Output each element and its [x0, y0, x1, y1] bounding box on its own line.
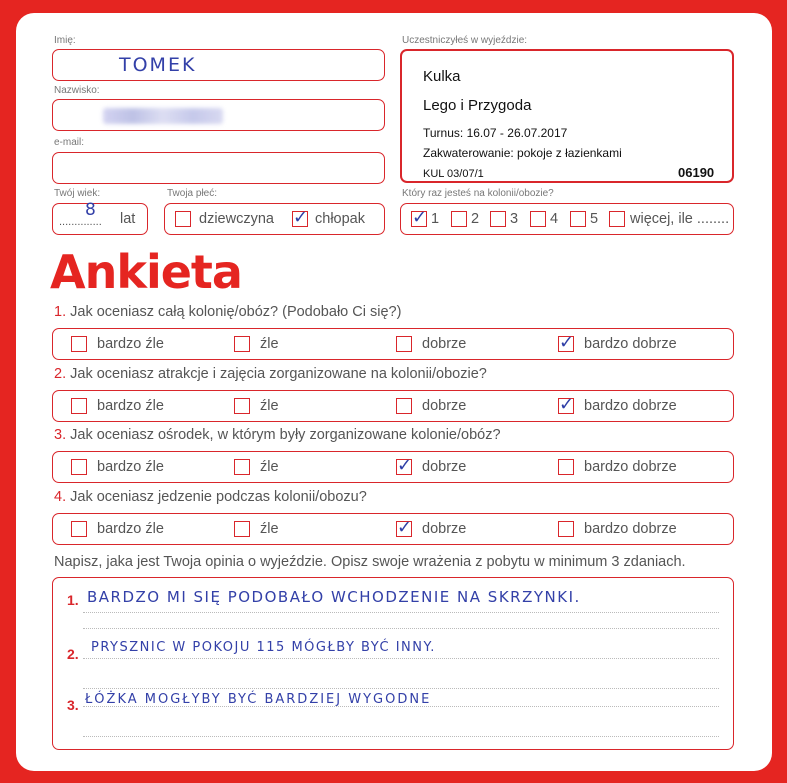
writing-line: [83, 736, 719, 737]
question-text: Jak oceniasz ośrodek, w którym były zorganizowane kolonie/obóz?: [70, 427, 501, 443]
question-number: 4.: [54, 489, 67, 505]
q2-checkbox-2[interactable]: [234, 398, 250, 414]
q2-checkbox-4[interactable]: [558, 394, 575, 415]
q1-option-label: źle: [260, 336, 279, 352]
q1-checkbox-3[interactable]: [396, 336, 412, 352]
trip-number: 06190: [678, 165, 715, 180]
age-unit: lat: [120, 211, 136, 227]
question-number: 3.: [54, 427, 67, 443]
form-sheet: [16, 13, 772, 771]
q4-option-label: dobrze: [422, 521, 467, 537]
q3-checkbox-4[interactable]: [558, 459, 574, 475]
q2-option-label: bardzo źle: [97, 398, 164, 414]
question-4-options: [52, 513, 734, 545]
age-label: Twój wiek:: [54, 188, 101, 199]
q4-option-label: źle: [260, 521, 279, 537]
times-field: [400, 203, 734, 235]
trip-info-box: [400, 49, 734, 183]
participant-label: Uczestniczyłeś w wyjeździe:: [402, 35, 528, 46]
times-option-2: 2: [471, 211, 480, 227]
writing-line: [83, 658, 719, 659]
email-label: e-mail:: [54, 137, 85, 148]
opinion-num-2: 2.: [67, 646, 79, 662]
q4-checkbox-2[interactable]: [234, 521, 250, 537]
surname-field[interactable]: [52, 99, 385, 131]
age-value: 8: [85, 200, 98, 220]
q1-option-label: bardzo dobrze: [584, 336, 677, 352]
opinion-num-1: 1.: [67, 592, 79, 608]
q4-checkbox-1[interactable]: [71, 521, 87, 537]
q4-option-label: bardzo źle: [97, 521, 164, 537]
age-field[interactable]: [52, 200, 148, 235]
opinion-prompt: Napisz, jaka jest Twoja opinia o wyjeździe. Opisz swoje wrażenia z pobytu w minimum 3 zdaniach.: [54, 554, 686, 570]
q2-option-label: bardzo dobrze: [584, 398, 677, 414]
question-1-label: [54, 304, 401, 320]
question-3-options: [52, 451, 734, 483]
times-checkbox-5[interactable]: [570, 211, 586, 227]
q2-option-label: źle: [260, 398, 279, 414]
times-checkbox-4[interactable]: [530, 211, 546, 227]
check-mark-icon: ✓: [397, 517, 413, 538]
opinion-text-3: ŁÓŻKA MOGŁYBY BYĆ BARDZIEJ WYGODNE: [85, 692, 432, 707]
q1-checkbox-2[interactable]: [234, 336, 250, 352]
redacted-surname: [103, 108, 223, 124]
trip-code: KUL 03/07/1: [423, 168, 484, 180]
gender-field: [164, 203, 385, 235]
q3-checkbox-2[interactable]: [234, 459, 250, 475]
boy-checkbox[interactable]: [292, 207, 309, 228]
times-checkbox-1[interactable]: [411, 207, 428, 228]
question-3-label: [54, 427, 501, 443]
name-field[interactable]: [52, 49, 385, 81]
gender-label: Twoja płeć:: [167, 188, 218, 199]
surname-label: Nazwisko:: [54, 85, 100, 96]
q4-option-label: bardzo dobrze: [584, 521, 677, 537]
boy-option-label: chłopak: [315, 211, 365, 227]
survey-title: Ankieta: [50, 245, 242, 299]
check-mark-icon: ✓: [412, 207, 428, 228]
times-checkbox-3[interactable]: [490, 211, 506, 227]
trip-name: Kulka: [423, 68, 461, 85]
question-text: Jak oceniasz jedzenie podczas kolonii/obozu?: [70, 489, 367, 505]
opinion-num-3: 3.: [67, 697, 79, 713]
trip-program: Lego i Przygoda: [423, 97, 532, 114]
q1-option-label: dobrze: [422, 336, 467, 352]
q2-checkbox-1[interactable]: [71, 398, 87, 414]
check-mark-icon: ✓: [559, 394, 575, 415]
times-option-more: więcej, ile ........: [630, 211, 730, 227]
girl-option-label: dziewczyna: [199, 211, 274, 227]
check-mark-icon: ✓: [397, 455, 413, 476]
check-mark-icon: ✓: [559, 332, 575, 353]
email-field[interactable]: [52, 152, 385, 184]
trip-turnus: Turnus: 16.07 - 26.07.2017: [423, 126, 568, 140]
times-label: Który raz jesteś na kolonii/obozie?: [402, 188, 554, 199]
girl-checkbox[interactable]: [175, 211, 191, 227]
q4-checkbox-4[interactable]: [558, 521, 574, 537]
times-option-5: 5: [590, 211, 599, 227]
question-1-options: [52, 328, 734, 360]
name-label: Imię:: [54, 35, 76, 46]
q4-checkbox-3[interactable]: [396, 517, 413, 538]
q3-option-label: źle: [260, 459, 279, 475]
q3-option-label: bardzo źle: [97, 459, 164, 475]
check-mark-icon: ✓: [293, 207, 309, 228]
opinion-box[interactable]: [52, 577, 734, 750]
q3-checkbox-1[interactable]: [71, 459, 87, 475]
opinion-text-2: PRYSZNIC W POKOJU 115 MÓGŁBY BYĆ INNY.: [91, 640, 436, 655]
q1-checkbox-1[interactable]: [71, 336, 87, 352]
question-2-label: [54, 366, 487, 382]
q2-checkbox-3[interactable]: [396, 398, 412, 414]
trip-accommodation: Zakwaterowanie: pokoje z łazienkami: [423, 146, 622, 160]
name-value: TOMEK: [119, 54, 197, 76]
times-option-4: 4: [550, 211, 559, 227]
question-2-options: [52, 390, 734, 422]
times-option-1: 1: [431, 211, 440, 227]
question-text: Jak oceniasz atrakcje i zajęcia zorganizowane na kolonii/obozie?: [70, 366, 487, 382]
times-checkbox-more[interactable]: [609, 211, 625, 227]
question-text: Jak oceniasz całą kolonię/obóz? (Podobało Ci się?): [70, 304, 402, 320]
writing-line: [83, 612, 719, 613]
q1-checkbox-4[interactable]: [558, 332, 575, 353]
times-checkbox-2[interactable]: [451, 211, 467, 227]
question-4-label: [54, 489, 367, 505]
question-number: 1.: [54, 304, 67, 320]
writing-line: [83, 688, 719, 689]
opinion-text-1: BARDZO MI SIĘ PODOBAŁO WCHODZENIE NA SKRZYNKI.: [87, 588, 581, 606]
q3-checkbox-3[interactable]: [396, 455, 413, 476]
writing-line: [83, 628, 719, 629]
question-number: 2.: [54, 366, 67, 382]
age-dots: ..............: [59, 216, 102, 228]
times-option-3: 3: [510, 211, 519, 227]
q3-option-label: bardzo dobrze: [584, 459, 677, 475]
q1-option-label: bardzo źle: [97, 336, 164, 352]
q3-option-label: dobrze: [422, 459, 467, 475]
q2-option-label: dobrze: [422, 398, 467, 414]
